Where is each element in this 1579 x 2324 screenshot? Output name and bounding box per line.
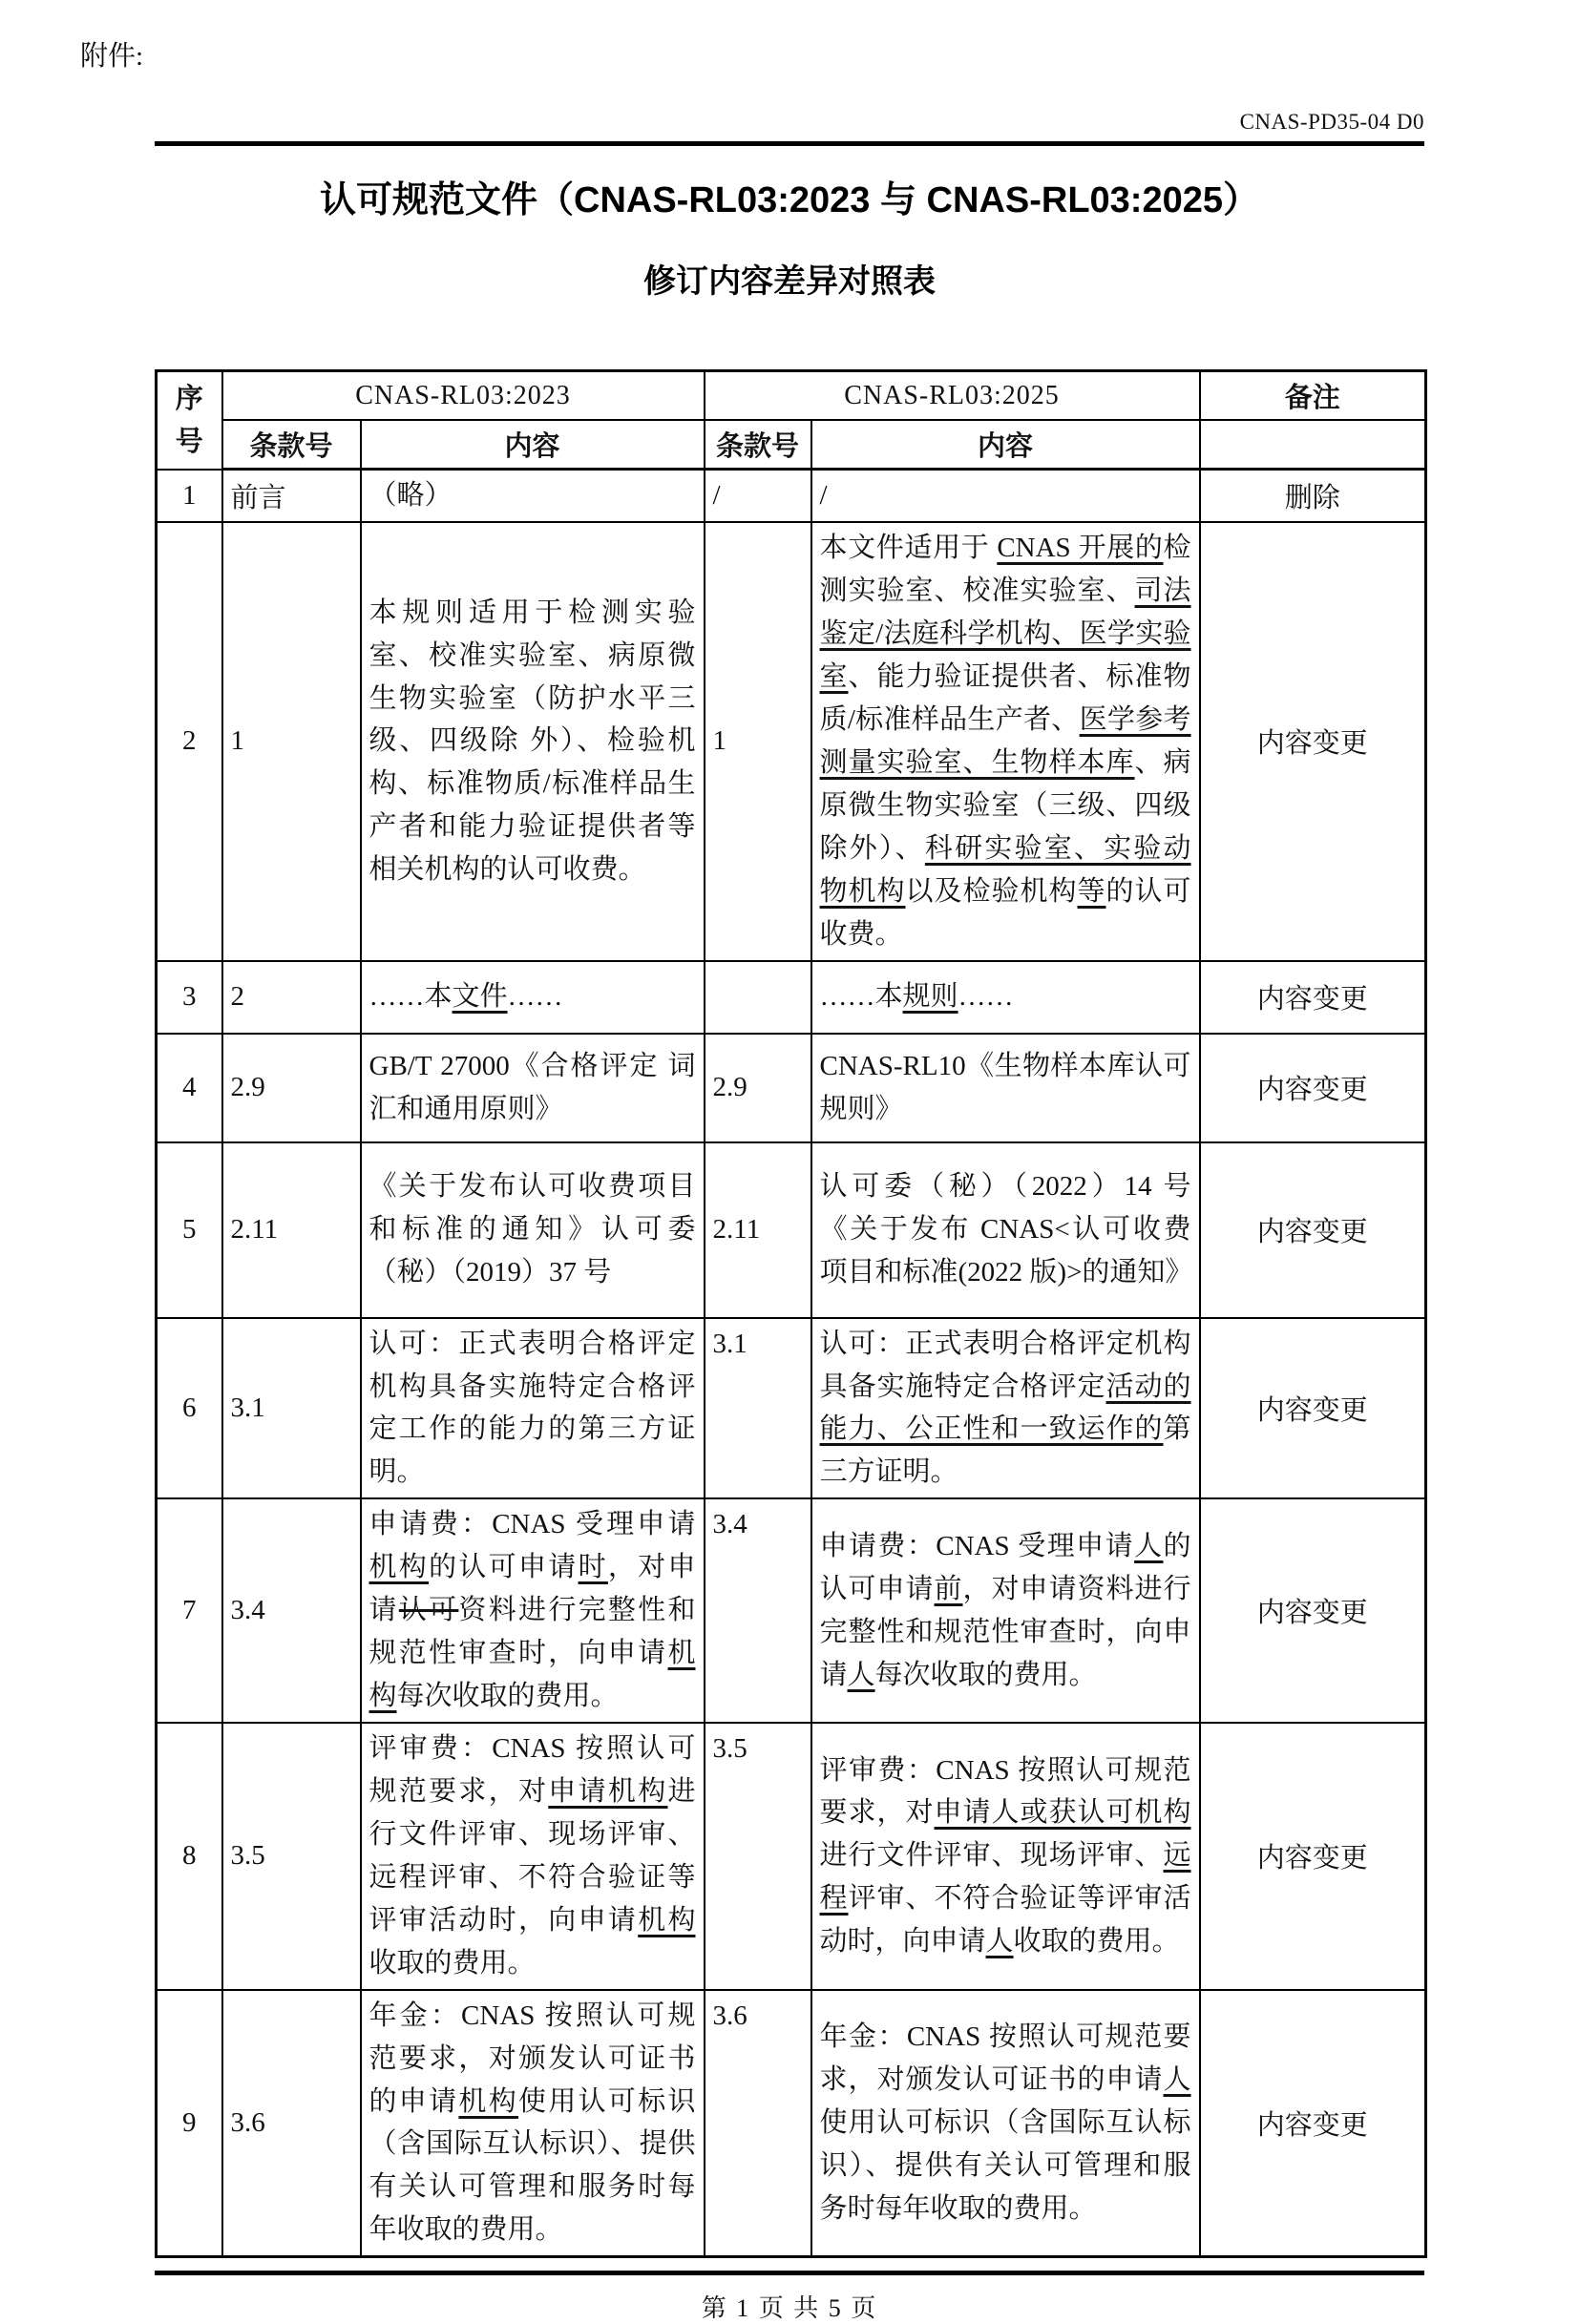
header-clause-2023: 条款号 xyxy=(222,420,361,470)
text-segment: 认可：正式表明合格评定机构具备实施特定合格评定工作的能力的第三方证明。 xyxy=(368,1328,696,1488)
cell-content-2023 xyxy=(361,961,705,1034)
text-segment: ，对申请 xyxy=(368,1552,696,1626)
text-segment: 收取的费用。 xyxy=(1013,1926,1180,1958)
header-rule xyxy=(155,141,1424,146)
cell-content-2025 xyxy=(811,470,1200,522)
cell-content-2023 xyxy=(361,1990,705,2257)
changed-text: 申请人或获认可机构 xyxy=(934,1797,1191,1829)
text-segment: 评审、不符合验证等评审活动时，向申请 xyxy=(819,1883,1191,1958)
changed-text: 前 xyxy=(934,1573,963,1604)
table-row xyxy=(157,1034,1426,1142)
text-segment: 资料进行完整性和规范性审查时，向申请 xyxy=(368,1595,696,1669)
changed-text: 等 xyxy=(1077,875,1106,907)
table-header-row-2 xyxy=(157,420,1426,470)
text-segment: 以及检验机构 xyxy=(905,875,1078,907)
cell-seq: 9 xyxy=(157,1990,222,2257)
cell-clause-2023: 3.4 xyxy=(222,1498,361,1723)
cell-seq: 2 xyxy=(157,522,222,960)
changed-text: 司法鉴定/法庭科学机构、医学实验室 xyxy=(819,576,1191,693)
text-segment: 使用认可标识（含国际互认标识）、提供有关认可管理和服务时每年收取的费用。 xyxy=(368,2085,696,2246)
text-segment: 第三方证明。 xyxy=(819,1413,1191,1488)
text-segment: …… xyxy=(507,981,563,1013)
table-row xyxy=(157,1142,1426,1318)
cell-clause-2025: 2.11 xyxy=(705,1142,811,1318)
cell-content-2023 xyxy=(361,1318,705,1499)
text-segment: 使用认可标识（含国际互认标识）、提供有关认可管理和服务时每年收取的费用。 xyxy=(819,2107,1191,2224)
cell-clause-2023: 2.11 xyxy=(222,1142,361,1318)
changed-text: 人 xyxy=(1163,2064,1191,2096)
text-segment: 的认可收费。 xyxy=(819,875,1191,950)
text-segment: ……本 xyxy=(819,981,903,1013)
page-title: 认可规范文件（CNAS-RL03:2023 与 CNAS-RL03:2025） xyxy=(320,180,1259,220)
cell-content-2023 xyxy=(361,1142,705,1318)
cell-clause-2025: 3.4 xyxy=(705,1498,811,1723)
text-segment: 、能力验证提供者、标准物质/标准样品生产者、 xyxy=(819,661,1191,735)
text-segment: 每次收取的费用。 xyxy=(874,1659,1097,1690)
changed-text: 文件 xyxy=(452,981,508,1013)
text-segment: 的认可申请 xyxy=(429,1552,579,1583)
text-segment: 认可：正式表明合格评定机构具备实施特定合格评定 xyxy=(819,1328,1191,1402)
changed-text: 规则 xyxy=(902,981,958,1013)
changed-text: 人 xyxy=(985,1926,1014,1958)
cell-clause-2025: 3.1 xyxy=(705,1318,811,1499)
header-content-2025: 内容 xyxy=(811,420,1200,470)
cell-content-2023 xyxy=(361,1498,705,1723)
text-segment: 本文件适用于 xyxy=(819,533,998,564)
header-seq-label: 序号 xyxy=(175,383,203,457)
text-segment: 进行文件评审、现场评审、远程评审、不符合验证等评审活动时，向申请 xyxy=(368,1775,696,1936)
cell-remark: 内容变更 xyxy=(1200,1034,1426,1142)
document-page xyxy=(155,0,1424,2324)
cell-content-2023 xyxy=(361,470,705,522)
table-row xyxy=(157,1498,1426,1723)
text-segment: 的认可申请 xyxy=(819,1530,1191,1604)
cell-clause-2023: 1 xyxy=(222,522,361,960)
cell-content-2023 xyxy=(361,1723,705,1990)
changed-text: 申请机构 xyxy=(548,1775,668,1807)
header-remark-empty xyxy=(1200,420,1426,470)
cell-content-2023 xyxy=(361,522,705,960)
cell-clause-2023: 前言 xyxy=(222,470,361,522)
table-row xyxy=(157,1318,1426,1499)
cell-remark: 内容变更 xyxy=(1200,1142,1426,1318)
text-segment: 每次收取的费用。 xyxy=(396,1681,619,1712)
cell-seq: 8 xyxy=(157,1723,222,1990)
cell-clause-2025 xyxy=(705,961,811,1034)
cell-seq: 1 xyxy=(157,470,222,522)
cell-remark: 内容变更 xyxy=(1200,1498,1426,1723)
footer-rule xyxy=(155,2271,1424,2275)
text-segment: 本规则适用于检测实验室、校准实验室、病原微生物实验室（防护水平三级、四级除 外）、检验机构、标准物质/标准样品生产者和能力验证提供者等相关机构的认可收费。 xyxy=(368,597,696,886)
changed-text: 机构 xyxy=(638,1904,696,1936)
cell-clause-2025: 2.9 xyxy=(705,1034,811,1142)
doc-code: CNAS-PD35-04 D0 xyxy=(1239,110,1424,134)
header-2025: CNAS-RL03:2025 xyxy=(705,371,1200,421)
text-segment: 申请费：CNAS 受理申请 xyxy=(819,1530,1135,1561)
text-segment: GB/T 27000《合格评定 词汇和通用原则》 xyxy=(368,1050,696,1124)
changed-text: 认可 xyxy=(398,1595,459,1626)
text-segment: 收取的费用。 xyxy=(368,1947,536,1979)
cell-seq: 3 xyxy=(157,961,222,1034)
cell-clause-2023: 3.1 xyxy=(222,1318,361,1499)
text-segment: …… xyxy=(958,981,1014,1013)
text-segment: 《关于发布认可收费项目和标准的通知》认可委（秘）（2019）37 号 xyxy=(368,1171,696,1288)
changed-text: 人 xyxy=(1134,1530,1164,1561)
text-segment: CNAS-RL10《生物样本库认可规则》 xyxy=(819,1050,1191,1124)
text-segment: ，对申请资料进行完整性和规范性审查时，向申请 xyxy=(819,1573,1191,1690)
page-subtitle: 修订内容差异对照表 xyxy=(643,262,936,300)
text-segment: / xyxy=(819,480,828,512)
text-segment: ……本 xyxy=(368,981,453,1013)
header-2023: CNAS-RL03:2023 xyxy=(222,371,705,421)
text-segment: （略） xyxy=(368,480,453,512)
cell-seq: 4 xyxy=(157,1034,222,1142)
changed-text: CNAS 开展的 xyxy=(997,533,1164,564)
page-number: 第 1 页 共 5 页 xyxy=(701,2294,878,2323)
cell-content-2025 xyxy=(811,1034,1200,1142)
text-segment: 评审费：CNAS 按照认可规范要求，对 xyxy=(819,1754,1191,1829)
cell-content-2025 xyxy=(811,522,1200,960)
text-segment: 年金：CNAS 按照认可规范要求，对颁发认可证书的申请 xyxy=(819,2021,1191,2096)
changed-text: 机构 xyxy=(458,2085,519,2117)
revision-diff-table xyxy=(155,369,1427,2258)
text-segment: 进行文件评审、现场评审、 xyxy=(819,1840,1164,1872)
changed-text: 时 xyxy=(578,1552,608,1583)
text-segment: 认可委（秘）（2022）14 号《关于发布 CNAS<认可收费项目和标准(2022 版)>的通知》 xyxy=(819,1171,1193,1288)
text-segment: 、病原微生物实验室（三级、四级除外）、 xyxy=(819,746,1191,864)
cell-content-2025 xyxy=(811,1142,1200,1318)
table-row xyxy=(157,1723,1426,1990)
header-clause-2025: 条款号 xyxy=(705,420,811,470)
cell-clause-2023: 3.6 xyxy=(222,1990,361,2257)
text-segment: 检测实验室、校准实验室、 xyxy=(819,533,1191,607)
cell-remark: 内容变更 xyxy=(1200,1723,1426,1990)
changed-text: 机构 xyxy=(368,1552,430,1583)
cell-clause-2025: 1 xyxy=(705,522,811,960)
table-row xyxy=(157,522,1426,960)
cell-content-2023 xyxy=(361,1034,705,1142)
cell-remark: 内容变更 xyxy=(1200,961,1426,1034)
cell-seq: 6 xyxy=(157,1318,222,1499)
text-segment: 评审费：CNAS 按照认可规范要求，对 xyxy=(368,1733,696,1807)
changed-text: 活动的能力、公正性和一致运作的 xyxy=(819,1371,1191,1445)
changed-text: 医学参考测量实验室、生物样本库 xyxy=(819,703,1191,778)
cell-content-2025 xyxy=(811,1723,1200,1990)
text-segment: 申请费：CNAS 受理申请 xyxy=(368,1509,696,1540)
header-remark: 备注 xyxy=(1200,371,1426,421)
header-content-2023: 内容 xyxy=(361,420,705,470)
cell-remark: 内容变更 xyxy=(1200,522,1426,960)
cell-seq: 7 xyxy=(157,1498,222,1723)
cell-clause-2025: / xyxy=(705,470,811,522)
table-row xyxy=(157,470,1426,522)
changed-text: 科研实验室、实验动物机构 xyxy=(819,832,1191,907)
changed-text: 远程 xyxy=(819,1840,1191,1915)
cell-clause-2023: 3.5 xyxy=(222,1723,361,1990)
cell-content-2025 xyxy=(811,1498,1200,1723)
table-row xyxy=(157,961,1426,1034)
cell-content-2025 xyxy=(811,1990,1200,2257)
table-row xyxy=(157,1990,1426,2257)
changed-text: 机构 xyxy=(368,1638,696,1712)
cell-clause-2025: 3.6 xyxy=(705,1990,811,2257)
cell-content-2025 xyxy=(811,961,1200,1034)
changed-text: 人 xyxy=(847,1659,875,1690)
text-segment: 年金：CNAS 按照认可规范要求，对颁发认可证书的申请 xyxy=(368,1999,696,2117)
cell-content-2025 xyxy=(811,1318,1200,1499)
cell-remark: 删除 xyxy=(1200,470,1426,522)
cell-clause-2023: 2.9 xyxy=(222,1034,361,1142)
cell-seq: 5 xyxy=(157,1142,222,1318)
attachment-label: 附件: xyxy=(80,41,144,72)
cell-clause-2023: 2 xyxy=(222,961,361,1034)
table-header-row-1 xyxy=(157,371,1426,421)
cell-remark: 内容变更 xyxy=(1200,1990,1426,2257)
cell-remark: 内容变更 xyxy=(1200,1318,1426,1499)
cell-clause-2025: 3.5 xyxy=(705,1723,811,1990)
header-seq xyxy=(157,371,222,470)
